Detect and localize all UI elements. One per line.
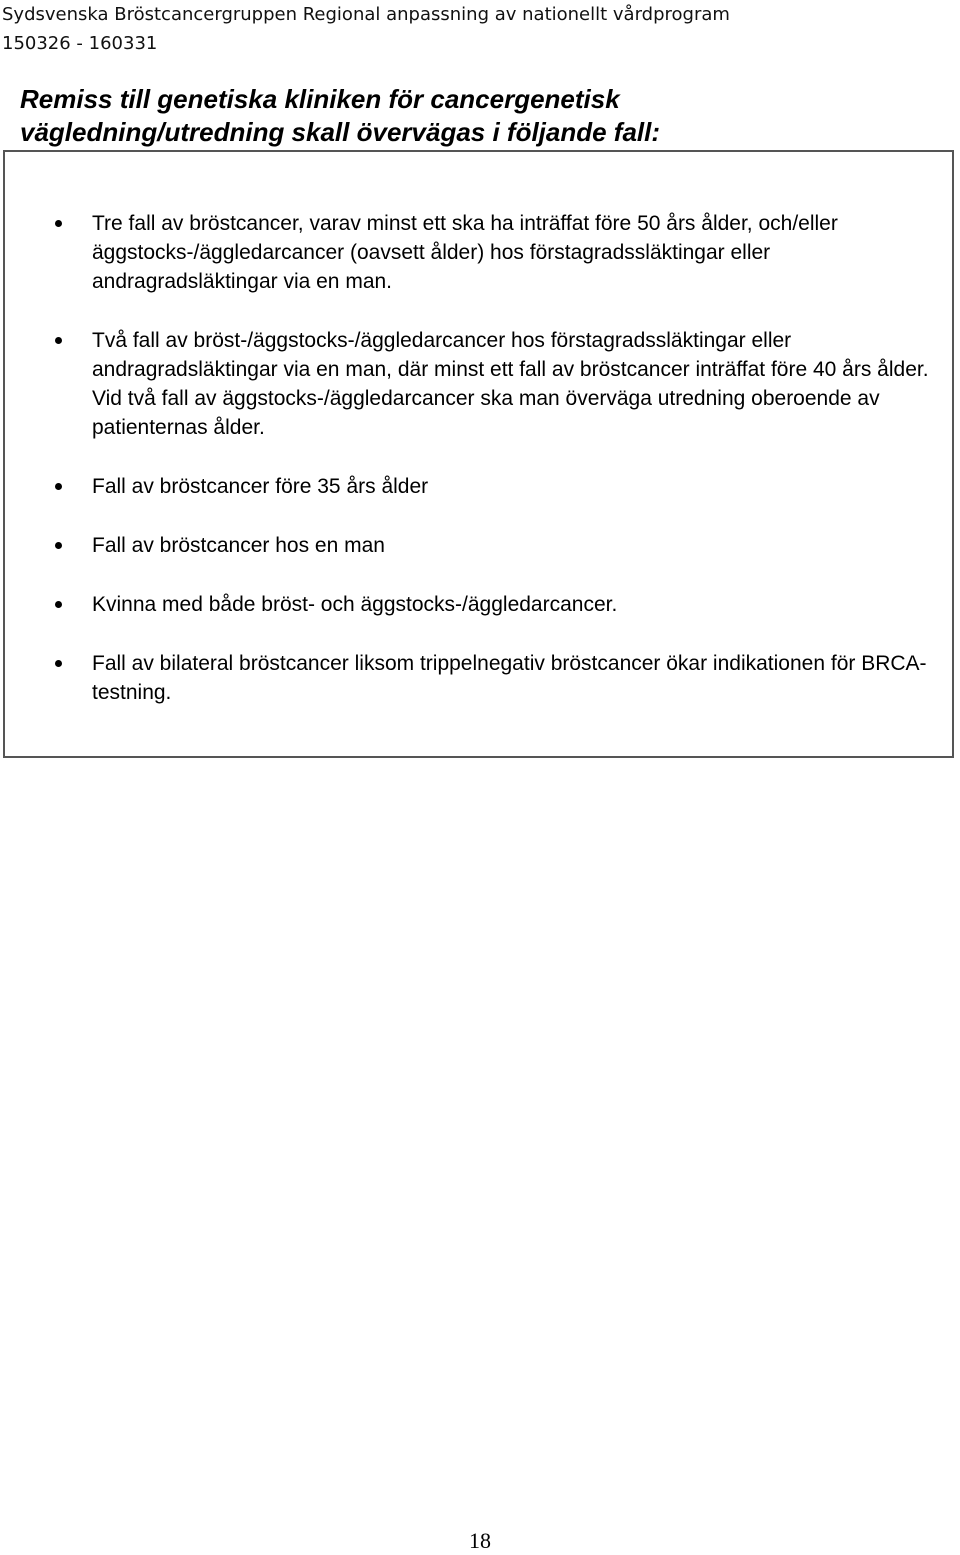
criteria-text: Fall av bröstcancer hos en man bbox=[92, 534, 385, 557]
header-title: Sydsvenska Bröstcancergruppen Regional anpassning av nationellt vårdprogram bbox=[2, 4, 730, 25]
criteria-text: Kvinna med både bröst- och äggstocks-/äggledarcancer. bbox=[92, 593, 618, 616]
section-title-line-1: Remiss till genetiska kliniken för cancergenetisk bbox=[20, 84, 620, 114]
running-header bbox=[0, 0, 960, 58]
criteria-item bbox=[5, 649, 952, 707]
criteria-text: Två fall av bröst-/äggstocks-/äggledarcancer hos förstagradssläktingar eller andragradsläktingar via en man, där minst ett fall av bröstcancer inträffat före 40 års ålder. Vid två fall av äggstocks-/äggledarcancer ska man överväga utredning oberoende av patienternas ålder. bbox=[92, 329, 929, 439]
page-number: 18 bbox=[469, 1528, 491, 1553]
header-date-range: 150326 - 160331 bbox=[2, 33, 158, 54]
criteria-item bbox=[5, 326, 952, 442]
criteria-item bbox=[5, 531, 952, 560]
criteria-item bbox=[5, 472, 952, 501]
criteria-text: Fall av bilateral bröstcancer liksom trippelnegativ bröstcancer ökar indikationen för BRCA-testning. bbox=[92, 652, 927, 704]
criteria-list bbox=[5, 209, 952, 737]
criteria-box bbox=[3, 150, 954, 758]
bullet-icon bbox=[55, 483, 62, 490]
criteria-item bbox=[5, 590, 952, 619]
criteria-text: Fall av bröstcancer före 35 års ålder bbox=[92, 475, 429, 498]
bullet-icon bbox=[55, 337, 62, 344]
bullet-icon bbox=[55, 660, 62, 667]
bullet-icon bbox=[55, 220, 62, 227]
section-title bbox=[20, 83, 940, 149]
criteria-text: Tre fall av bröstcancer, varav minst ett ska ha inträffat före 50 års ålder, och/eller äggstocks-/äggledarcancer (oavsett ålder) hos förstagradssläktingar eller andragradsläktingar via en man. bbox=[92, 212, 838, 293]
bullet-icon bbox=[55, 601, 62, 608]
bullet-icon bbox=[55, 542, 62, 549]
criteria-item bbox=[5, 209, 952, 296]
section-title-line-2: vägledning/utredning skall övervägas i följande fall: bbox=[20, 117, 661, 147]
